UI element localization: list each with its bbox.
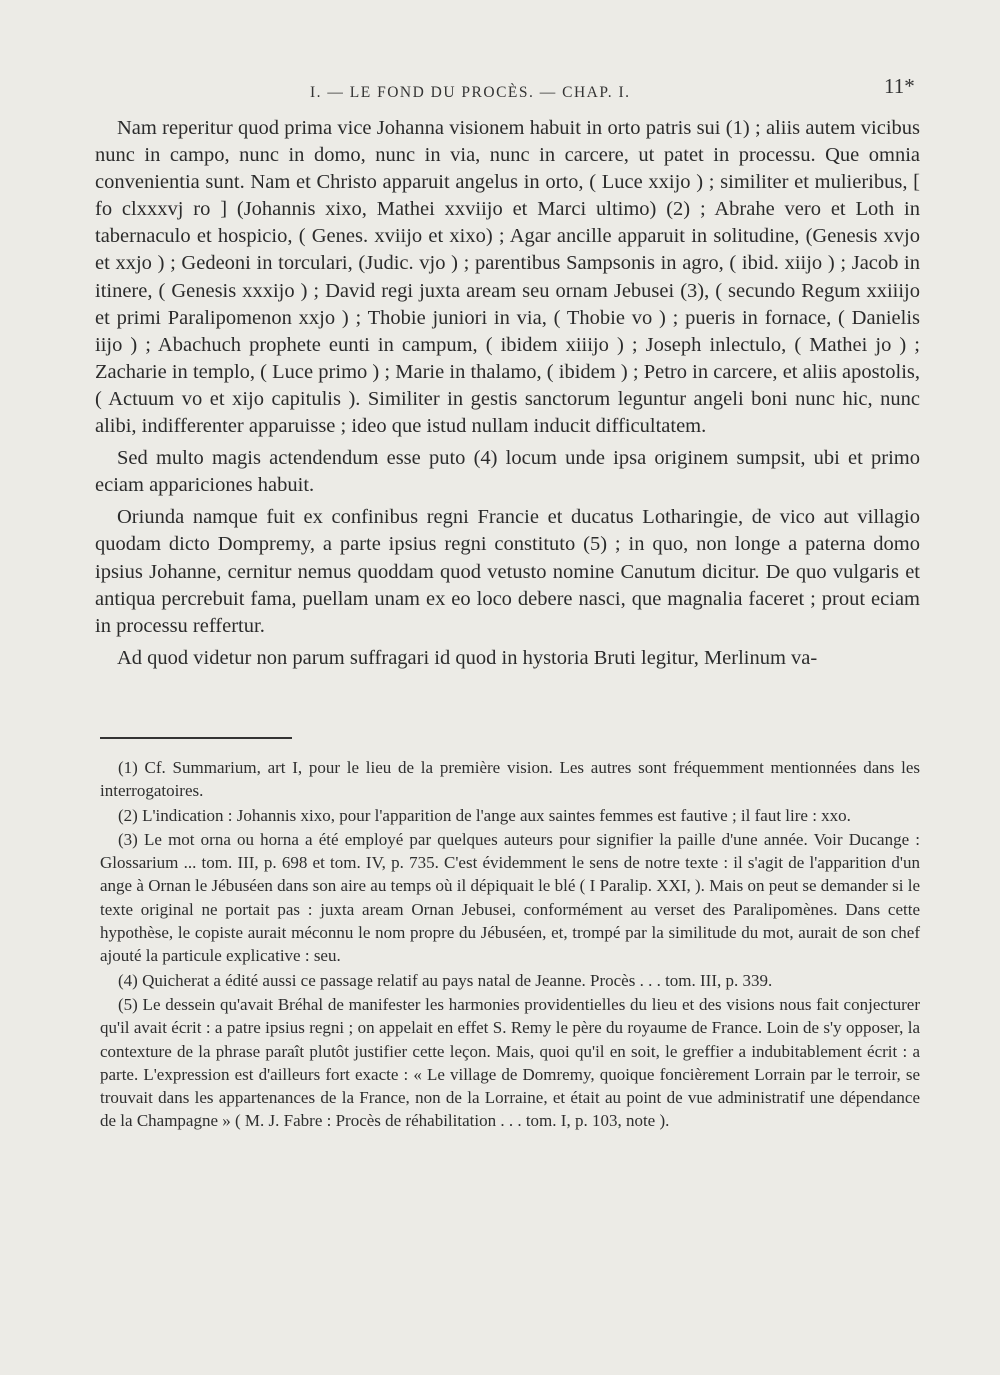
body-paragraph: Nam reperitur quod prima vice Johanna visionem habuit in orto patris sui (1) ; aliis autem vicibus nunc in campo, nunc in domo, nunc in via, nunc in carcere, ut patet in processu. Que omnia convenientia sunt. Nam et Christo apparuit angelus in orto, ( Luce xxijo ) ; similiter et mulieribus, [ fo clxxxvj ro ] (Johannis xixo, Mathei xxviijo et Marci ultimo) (2) ; Abrahe vero et Loth in tabernaculo et hospicio, ( Genes. xviijo et xixo) ; Agar ancille apparuit in solitudine, (Genesis xvjo et xxjo ) ; Gedeoni in torculari, (Judic. vjo ) ; parentibus Sampsonis in agro, ( ibid. xiijo ) ; Jacob in itinere, ( Genesis xxxijo ) ; David regi juxta aream seu ornam Jebusei (3), ( secundo Regum xxiiijo et primi Paralipomenon xxjo ) ; Thobie juniori in via, ( Thobie vo ) ; pueris in fornace, ( Danielis iijo ) ; Abachuch prophete eunti in campum, ( ibidem xiiijo ) ; Joseph inlectulo, ( Mathei jo ) ; Zacharie in templo, ( Luce primo ) ; Marie in thalamo, ( ibidem ) ; Petro in carcere, et aliis apostolis, ( Actuum vo et xijo capitulis ). Similiter in gestis sanctorum leguntur angeli boni nunc hic, nunc alibi, indifferenter apparuisse ; ideo que istud nullam inducit difficultatem.	[95, 117, 920, 438]
footnotes	[100, 756, 920, 1133]
body-paragraph: Sed multo magis actendendum esse puto (4) locum unde ipsa originem sumpsit, ubi et primo eciam appariciones habuit.	[95, 447, 920, 497]
main-text	[95, 115, 920, 672]
page-number: 11*	[884, 74, 915, 98]
footnote: (4) Quicherat a édité aussi ce passage relatif au pays natal de Jeanne. Procès . . . tom. III, p. 339.	[118, 970, 773, 990]
running-head: I. — LE FOND DU PROCÈS. — CHAP. I.	[310, 84, 631, 101]
footnote: (5) Le dessein qu'avait Bréhal de manifester les harmonies providentielles du lieu et des visions nous fait conjecturer qu'il avait écrit : a patre ipsius regni ; on appelait en effet S. Remy le père du royaume de France. Loin de s'y opposer, la contexture de la phrase paraît plutôt justifier cette leçon. Mais, quoi qu'il en soit, le greffier a indubitablement écrit : a parte. L'expression est d'ailleurs fort exacte : « Le village de Domremy, quoique foncièrement Lorrain par le terroir, se trouvait dans les appartenances de la France, non de la Lorraine, et était au point de vue administratif une dépendance de la Champagne » ( M. J. Fabre : Procès de réhabilitation . . . tom. I, p. 103, note ).	[100, 994, 920, 1131]
footnote: (1) Cf. Summarium, art I, pour le lieu de la première vision. Les autres sont fréquemment mentionnées dans les interrogatoires.	[100, 758, 920, 801]
body-paragraph: Ad quod videtur non parum suffragari id quod in hystoria Bruti legitur, Merlinum va-	[117, 646, 818, 669]
footnote-separator	[100, 737, 292, 739]
footnote: (2) L'indication : Johannis xixo, pour l'apparition de l'ange aux saintes femmes est fautive ; il faut lire : xxo.	[118, 805, 851, 825]
footnote: (3) Le mot orna ou horna a été employé par quelques auteurs pour signifier la paille d'une année. Voir Ducange : Glossarium ... tom. III, p. 698 et tom. IV, p. 735. C'est évidemment le sens de notre texte : il s'agit de l'apparition d'un ange à Ornan le Jébuséen dans son aire au temps où il dépiquait le blé ( I Paralip. XXI, ). Mais on peut se demander si le texte original ne portait pas : juxta aream Ornan Jebusei, conformément au verset des Paralipomènes. Dans cette hypothèse, le copiste aurait méconnu le nom propre du Jébuséen, et, trompé par la similitude du mot, aurait de son chef ajouté la particule explicative : seu.	[100, 829, 920, 966]
body-paragraph: Oriunda namque fuit ex confinibus regni Francie et ducatus Lotharingie, de vico aut villagio quodam dicto Dompremy, a parte ipsius regni constituto (5) ; in quo, non longe a paterna domo ipsius Johanne, cernitur nemus quoddam quod vetusto nomine Canutum dicitur. De quo vulgaris et antiqua percrebuit fama, puellam unam ex eo loco debere nasci, que magnalia faceret ; prout eciam in processu reffertur.	[95, 506, 920, 637]
